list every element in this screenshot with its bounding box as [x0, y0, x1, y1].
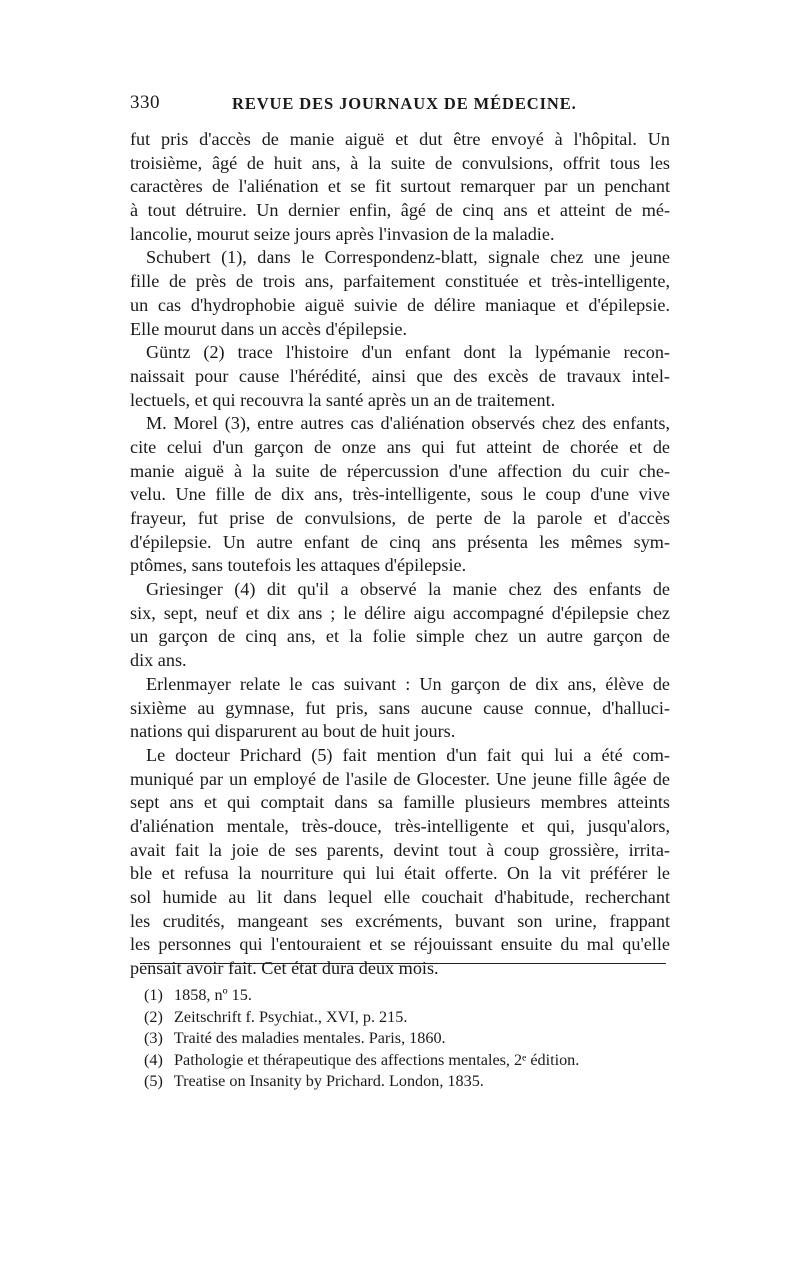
- text-line: six, sept, neuf et dix ans ; le délire aigu accompagné d'épilepsie chez: [130, 602, 670, 623]
- footnote-text: Treatise on Insanity by Prichard. London, 1835.: [173, 1072, 484, 1090]
- page-header: [130, 92, 670, 118]
- text-line: ble et refusa la nourriture qui lui était offerte. On la vit préférer le: [130, 863, 670, 884]
- text-line: à tout détruire. Un dernier enfin, âgé de cinq ans et atteint de mé-: [130, 200, 670, 221]
- text-line: d'épilepsie. Un autre enfant de cinq ans présenta les mêmes sym-: [130, 531, 670, 552]
- footnote-number: (5): [144, 1072, 163, 1090]
- footnote-text: Zeitschrift f. Psychiat., XVI, p. 215.: [174, 1007, 408, 1026]
- text-line: cite celui d'un garçon de onze ans qui fut atteint de chorée et de: [130, 436, 670, 457]
- text-line: un cas d'hydrophobie aiguë suivie de délire maniaque et d'épilepsie.: [130, 294, 670, 315]
- footnote-number: (1): [144, 986, 163, 1004]
- text-line: les crudités, mangeant ses excréments, buvant son urine, frappant: [130, 910, 670, 931]
- text-line: dix ans.: [130, 650, 187, 671]
- text-line: muniqué par un employé de l'asile de Glocester. Une jeune fille âgée de: [130, 768, 670, 789]
- body-text: [130, 128, 670, 981]
- text-line: sol humide au lit dans lequel elle couchait d'habitude, recherchant: [130, 887, 670, 907]
- text-line: un garçon de cinq ans, et la folie simple chez un autre garçon de: [130, 626, 670, 647]
- footnote-text: 1858, nº 15.: [174, 986, 252, 1004]
- text-line: sixième au gymnase, fut pris, sans aucune cause connue, d'halluci-: [130, 697, 670, 718]
- text-line: velu. Une fille de dix ans, très-intelligente, sous le coup d'une vive: [130, 484, 670, 505]
- text-line: Schubert (1), dans le Correspondenz-blatt, signale chez une jeune: [146, 247, 670, 268]
- footnote-text: Traité des maladies mentales. Paris, 1860.: [173, 1029, 446, 1047]
- text-line: lancolie, mourut seize jours après l'invasion de la maladie.: [130, 223, 555, 244]
- footnote: [144, 1007, 664, 1029]
- footnote: [144, 1071, 664, 1093]
- text-line: troisième, âgé de huit ans, à la suite de convulsions, offrit tous les: [130, 152, 670, 173]
- text-line: fut pris d'accès de manie aiguë et dut être envoyé à l'hôpital. Un: [130, 129, 670, 149]
- text-line: lectuels, et qui recouvra la santé après un an de traitement.: [130, 389, 556, 410]
- footnote-divider: [140, 963, 666, 964]
- text-line: d'aliénation mentale, très-douce, très-intelligente et qui, jusqu'alors,: [130, 815, 670, 836]
- text-line: pensait avoir fait. Cet état dura deux mois.: [130, 958, 439, 979]
- text-line: Elle mourut dans un accès d'épilepsie.: [130, 318, 408, 339]
- footnote-number: (3): [144, 1029, 163, 1047]
- footnote-text: Pathologie et thérapeutique des affections mentales, 2ᵉ édition.: [174, 1050, 580, 1069]
- text-line: les personnes qui l'entouraient et se réjouissant ensuite du mal qu'elle: [130, 934, 670, 955]
- text-line: Erlenmayer relate le cas suivant : Un garçon de dix ans, élève de: [146, 673, 670, 694]
- text-line: frayeur, fut prise de convulsions, de perte de la parole et d'accès: [130, 508, 670, 528]
- text-line: Griesinger (4) dit qu'il a observé la manie chez des enfants de: [146, 579, 670, 600]
- footnote: [144, 985, 664, 1007]
- footnote: [144, 1050, 664, 1072]
- text-line: Güntz (2) trace l'histoire d'un enfant dont la lypémanie recon-: [146, 342, 670, 363]
- text-line: manie aiguë à la suite de répercussion d'une affection du cuir che-: [130, 460, 670, 481]
- footnote-number: (2): [144, 1007, 163, 1026]
- text-line: fille de près de trois ans, parfaitement constituée et très-intelligente,: [130, 271, 670, 292]
- footnotes: [144, 985, 664, 1093]
- footnote-number: (4): [144, 1050, 163, 1069]
- footnote: [144, 1028, 664, 1050]
- text-line: avait fait la joie de ses parents, devint tout à coup grossière, irrita-: [130, 839, 670, 860]
- text-line: caractères de l'aliénation et se fit surtout remarquer par un penchant: [130, 176, 670, 197]
- text-line: nations qui disparurent au bout de huit jours.: [130, 721, 456, 742]
- page-number: 330: [130, 92, 160, 113]
- text-line: naissait pour cause l'hérédité, ainsi que des excès de travaux intel-: [130, 365, 670, 386]
- text-line: Le docteur Prichard (5) fait mention d'un fait qui lui a été com-: [146, 744, 670, 765]
- running-head: REVUE DES JOURNAUX DE MÉDECINE.: [232, 94, 577, 113]
- text-line: sept ans et qui comptait dans sa famille plusieurs membres atteints: [130, 792, 670, 813]
- text-line: M. Morel (3), entre autres cas d'aliénation observés chez des enfants,: [146, 413, 670, 434]
- text-line: ptômes, sans toutefois les attaques d'épilepsie.: [130, 555, 467, 576]
